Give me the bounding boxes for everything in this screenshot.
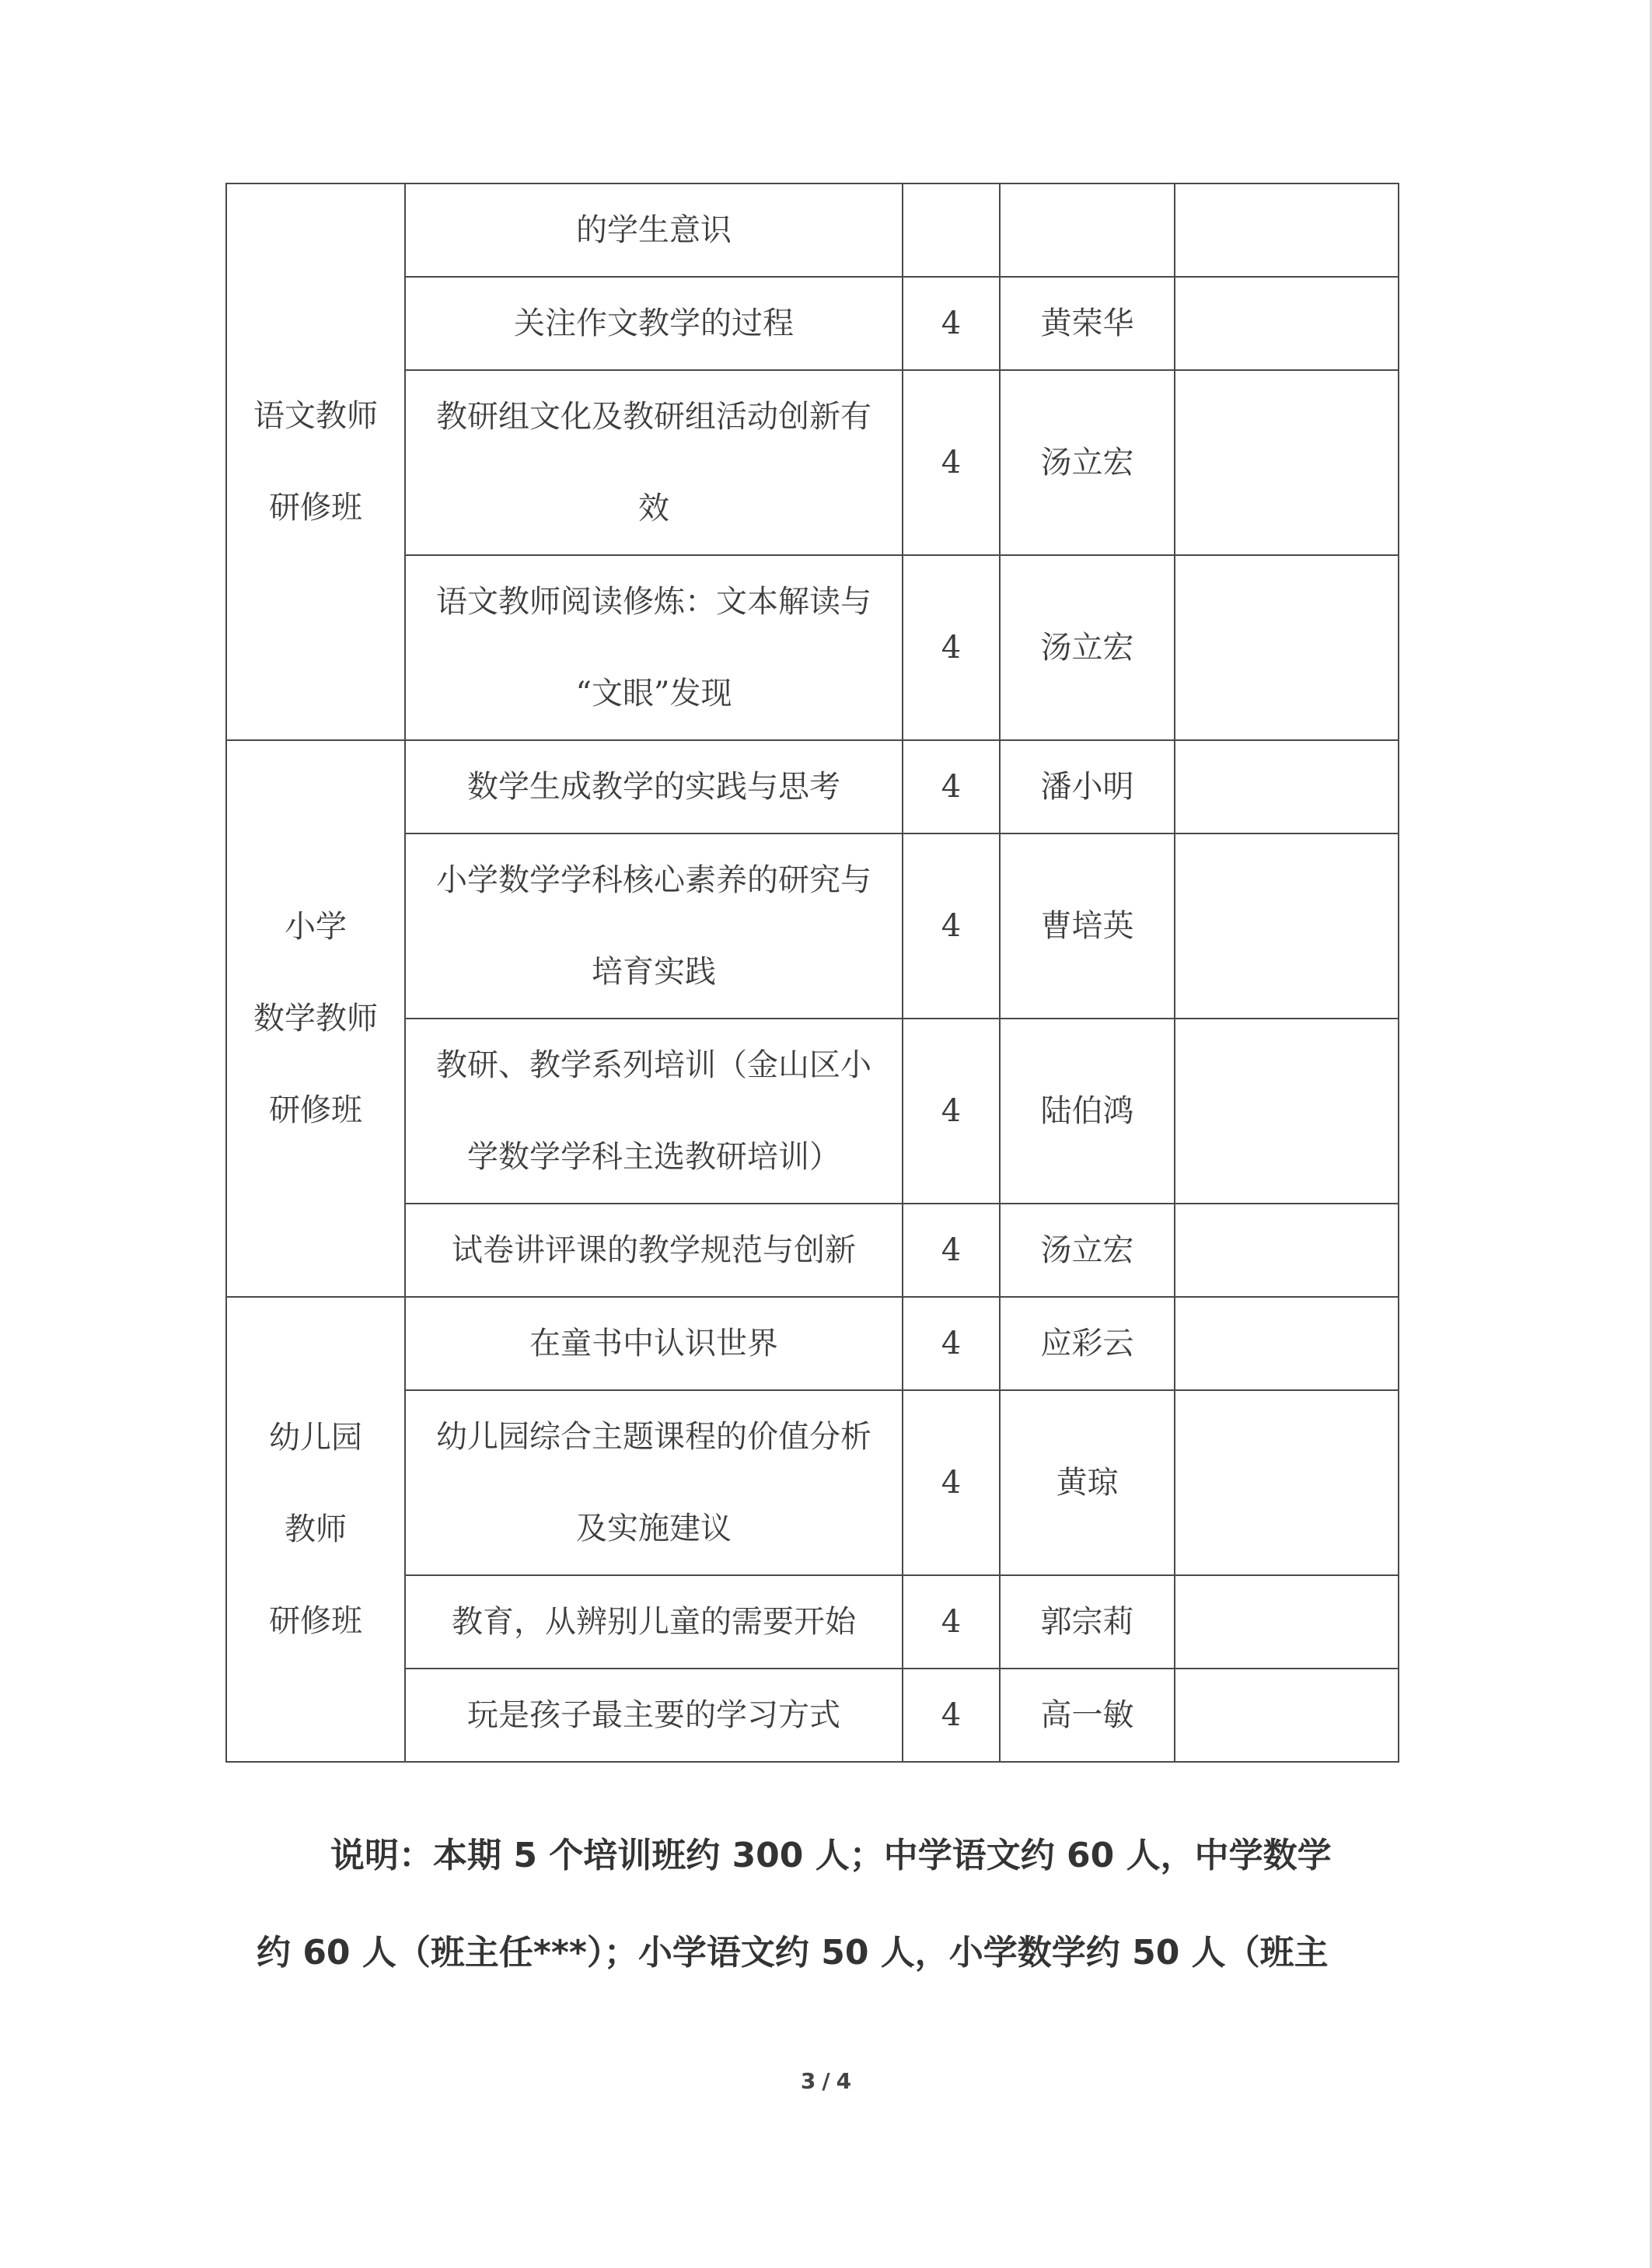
table-row [226,740,1399,833]
hours-cell: 4 [903,1297,1000,1390]
teacher-cell: 汤立宏 [1000,370,1175,555]
remarks-cell [1175,183,1399,277]
remarks-cell [1175,277,1399,370]
teacher-cell: 陆伯鸿 [1000,1019,1175,1204]
topic-cell [405,370,903,555]
topic-line: 学数学学科主选教研培训） [467,1139,840,1175]
teacher-cell [1000,183,1175,277]
topic-line: 数学生成教学的实践与思考 [467,769,840,805]
class-group-name-line: 研修班 [269,1603,362,1639]
hours-cell: 4 [903,1204,1000,1297]
hours-cell: 4 [903,1575,1000,1669]
hours-cell: 4 [903,1669,1000,1762]
note-line-2: 约 60 人（班主任***）；小学语文约 50 人，小学数学约 50 人（班主 [257,1933,1329,1973]
teacher-cell: 黄琼 [1000,1390,1175,1575]
teacher-cell: 应彩云 [1000,1297,1175,1390]
topic-line: “文眼”发现 [575,676,732,711]
topic-line: 玩是孩子最主要的学习方式 [467,1697,840,1733]
remarks-cell [1175,1669,1399,1762]
topic-line: 幼儿园综合主题课程的价值分析 [436,1419,871,1455]
teacher-cell: 曹培英 [1000,833,1175,1019]
hours-cell: 4 [903,1019,1000,1204]
class-group-cell [226,183,405,740]
remarks-cell [1175,740,1399,833]
remarks-cell [1175,1019,1399,1204]
topic-line: 教研、教学系列培训（金山区小 [436,1047,871,1083]
class-group-cell [226,1297,405,1762]
page-number [0,2068,1652,2094]
page-current: 3 [800,2068,816,2094]
teacher-cell: 汤立宏 [1000,1204,1175,1297]
teacher-cell: 郭宗莉 [1000,1575,1175,1669]
remarks-cell [1175,833,1399,1019]
topic-cell [405,1204,903,1297]
class-group-name-line: 小学 [285,909,347,945]
topic-line: 试卷讲评课的教学规范与创新 [452,1232,856,1268]
hours-cell: 4 [903,833,1000,1019]
topic-line: 关注作文教学的过程 [514,306,794,341]
class-group-name-line: 研修班 [269,490,362,526]
teacher-cell: 黄荣华 [1000,277,1175,370]
page-total: 4 [836,2068,852,2094]
topic-cell [405,555,903,740]
remarks-cell [1175,1204,1399,1297]
teacher-cell: 潘小明 [1000,740,1175,833]
table-row [226,1297,1399,1390]
topic-line: 教育，从辨别儿童的需要开始 [452,1604,856,1640]
class-group-name-line: 研修班 [269,1092,362,1128]
remarks-cell [1175,1390,1399,1575]
topic-cell [405,833,903,1019]
teacher-cell: 高一敏 [1000,1669,1175,1762]
topic-line: 小学数学学科核心素养的研究与 [436,862,871,898]
hours-cell: 4 [903,370,1000,555]
course-schedule-table [225,183,1399,1763]
topic-line: 及实施建议 [576,1511,732,1546]
hours-cell: 4 [903,277,1000,370]
class-group-cell [226,740,405,1297]
remarks-cell [1175,370,1399,555]
topic-cell [405,1669,903,1762]
class-group-name-line: 教师 [285,1511,347,1547]
class-group-name-line: 数学教师 [253,1001,378,1036]
topic-cell [405,1575,903,1669]
topic-line: 在童书中认识世界 [529,1326,778,1361]
page-separator: / [822,2068,830,2094]
remarks-cell [1175,555,1399,740]
table-row [226,183,1399,277]
hours-cell: 4 [903,1390,1000,1575]
topic-line: 培育实践 [592,954,716,990]
topic-cell [405,1390,903,1575]
topic-line: 的学生意识 [576,212,732,248]
hours-cell: 4 [903,740,1000,833]
topic-cell [405,740,903,833]
remarks-cell [1175,1297,1399,1390]
topic-cell [405,183,903,277]
note-line-1: 说明：本期 5 个培训班约 300 人；中学语文约 60 人，中学数学 [330,1836,1332,1875]
topic-line: 语文教师阅读修炼：文本解读与 [436,584,871,620]
topic-cell [405,1297,903,1390]
teacher-cell: 汤立宏 [1000,555,1175,740]
topic-cell [405,277,903,370]
class-group-name-line: 语文教师 [253,398,378,434]
hours-cell: 4 [903,555,1000,740]
topic-cell [405,1019,903,1204]
topic-line: 教研组文化及教研组活动创新有 [436,399,871,435]
class-group-name-line: 幼儿园 [269,1420,362,1456]
topic-line: 效 [638,491,669,526]
hours-cell [903,183,1000,277]
remarks-cell [1175,1575,1399,1669]
